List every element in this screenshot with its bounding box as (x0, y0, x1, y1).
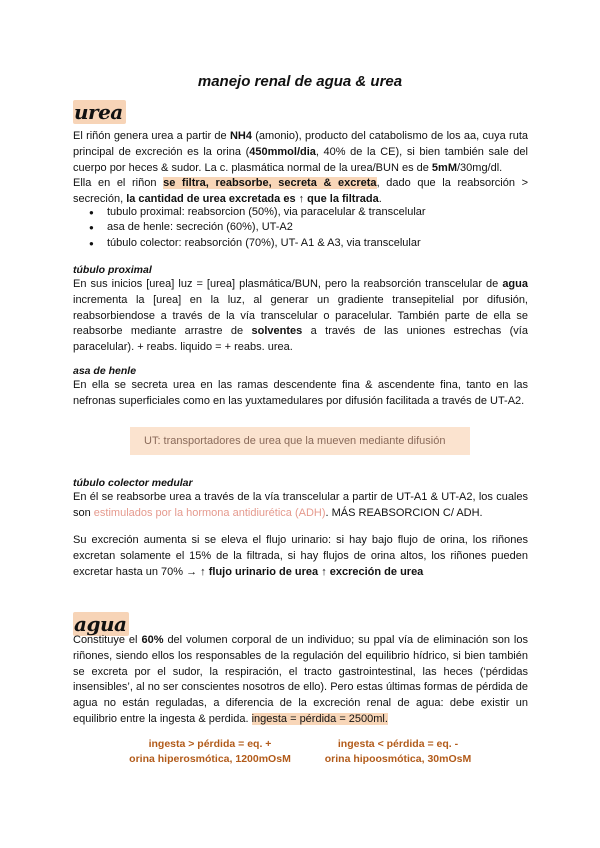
collector-subheading: túbulo colector medular (73, 477, 193, 489)
agua-paragraph: Constituye el 60% del volumen corporal de un individuo; su ppal vía de eliminación son los riñones, siendo ellos los responsables de la regulación del equilibrio hídrico, si bien también se excreta por el sudor, la respiración, el tracto gastrointestinal, las heces (‘pérdidas insensibles’, al no ser conscientes nosotros de ello). Pero estas últimas formas de pérdida de agua no están reguladas, a diferencia de la excreción renal de agua: debe existir un equilibrio entre la ingesta & perdida. ingesta = pérdida = 2500ml. (73, 634, 528, 725)
balance-rule-positive: ingesta > pérdida = eq. + orina hiperosmótica, 1200mOsM (129, 738, 291, 765)
collector-paragraph: En él se reabsorbe urea a través de la vía transcelular a partir de UT-A1 & UT-A2, los cuales son estimulados por la hormona antidiurética (ADH). MÁS REABSORCION C/ ADH. (73, 491, 528, 519)
henle-paragraph: En ella se secreta urea en las ramas descendente fina & ascendente fina, tanto en las nefronas superficiales como en las yuxtamedulares por difusión facilitada a través de UT-A2. (73, 379, 528, 407)
proximal-paragraph: En sus inicios [urea] luz = [urea] plasmática/BUN, pero la reabsorción transcelular de agua incrementa la [urea] en la luz, al generar un gradiente transepitelial por difusión, reabsorbiendose a través de la vía transcelular o paracelular. También parte de ella se reabsorbe mediante arrastre de solventes a través de las uniones estrechas (vía paracelular). + reabs. liquido = + reabs. urea. (73, 278, 528, 354)
balance-rule-negative: ingesta < pérdida = eq. - orina hipoosmótica, 30mOsM (324, 738, 472, 765)
list-item: ● asa de henle: secreción (60%), UT-A2 (73, 220, 528, 235)
transporter-note-box: UT: transportadores de urea que la mueven mediante difusión (130, 427, 470, 455)
urea-intro-paragraph: El riñón genera urea a partir de NH4 (amonio), producto del catabolismo de los aa, cuya ruta principal de excreción es la orina (450mmol/dia, 40% de la CE), si bien también sale del cuerpo por heces & sudor. La c. plasmática normal de la urea/BUN es de 5mM/30mg/dl. Ella en el riñon se filtra, reabsorbe, secreta & excreta, dado que la reabsorción > secreción, la cantidad de urea excretada es ↑ que la filtrada. (73, 130, 528, 206)
flow-paragraph: Su excreción aumenta si se eleva el flujo urinario: si hay bajo flujo de orina, los riñones excretan solamente el 15% de la filtrada, si hay flujos de orina altos, los riñones pueden excretar hasta un 70% → ↑ flujo urinario de urea ↑ excreción de urea (73, 534, 528, 578)
henle-subheading: asa de henle (73, 365, 137, 377)
proximal-subheading: túbulo proximal (73, 264, 152, 276)
list-item: ● túbulo colector: reabsorción (70%), UT- A1 & A3, via transcelular (73, 236, 528, 251)
page-title: manejo renal de agua & urea (197, 73, 403, 90)
urea-bullet-list (73, 205, 528, 251)
agua-heading: agua (73, 612, 129, 636)
urea-heading: urea (73, 100, 126, 124)
list-item: ● tubulo proximal: reabsorcion (50%), via paracelular & transcelular (73, 205, 528, 220)
